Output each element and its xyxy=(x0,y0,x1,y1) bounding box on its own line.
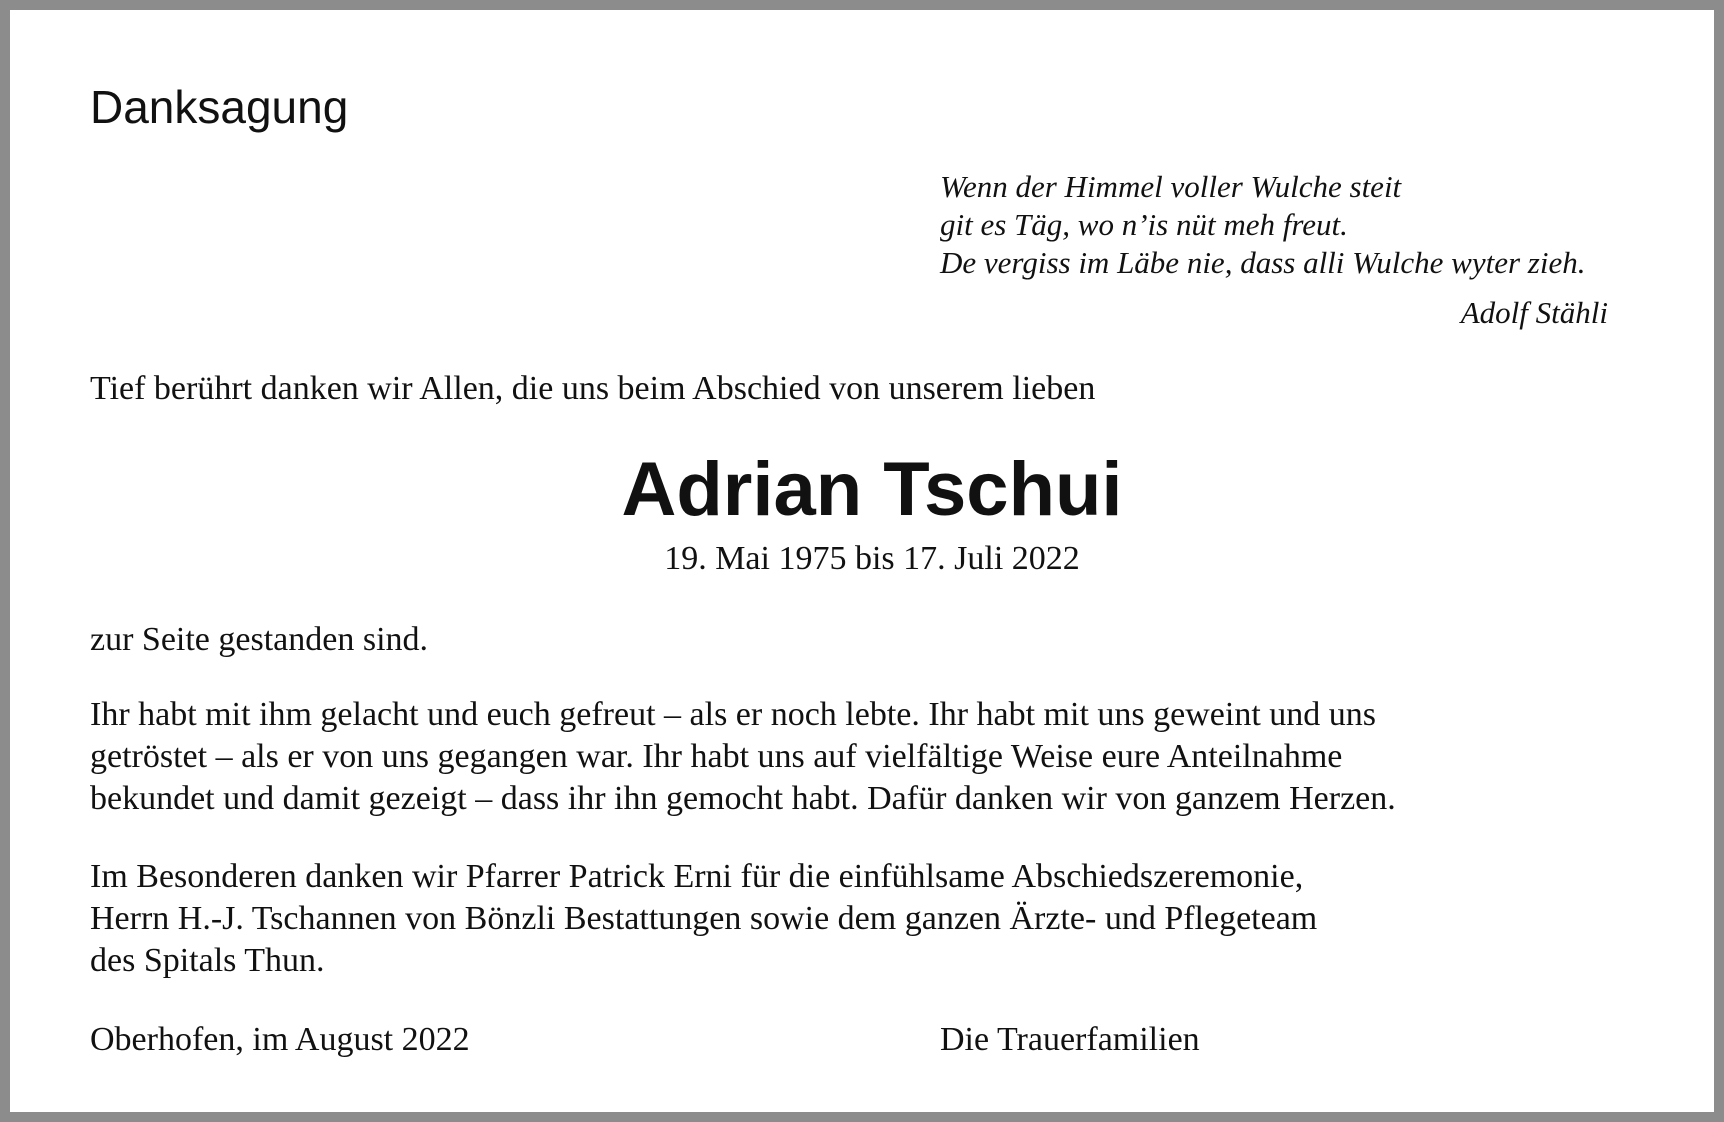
signature: Die Trauerfamilien xyxy=(940,1021,1200,1058)
page-title: Danksagung xyxy=(90,81,349,133)
paragraph-line: bekundet und damit gezeigt – dass ihr ihn gemocht habt. Dafür danken wir von ganzem Herzen. xyxy=(90,780,1396,817)
deceased-name: Adrian Tschui xyxy=(621,447,1123,532)
life-dates: 19. Mai 1975 bis 17. Juli 2022 xyxy=(664,540,1080,577)
thanks-paragraph xyxy=(90,694,1690,820)
paragraph-line: Ihr habt mit ihm gelacht und euch gefreut – als er noch lebte. Ihr habt mit uns geweint und uns xyxy=(90,696,1376,733)
poem-line: Wenn der Himmel voller Wulche steit xyxy=(940,169,1402,204)
paragraph-line: Im Besonderen danken wir Pfarrer Patrick Erni für die einfühlsame Abschiedszeremonie, xyxy=(90,858,1304,895)
intro-text: Tief berührt danken wir Allen, die uns beim Abschied von unserem lieben xyxy=(90,370,1096,407)
poem-line: De vergiss im Läbe nie, dass alli Wulche wyter zieh. xyxy=(940,245,1586,280)
after-name-text: zur Seite gestanden sind. xyxy=(90,621,429,658)
place-date: Oberhofen, im August 2022 xyxy=(90,1021,470,1058)
paragraph-line: des Spitals Thun. xyxy=(90,942,325,979)
poem xyxy=(940,168,1585,282)
poem-line: git es Täg, wo n’is nüt meh freut. xyxy=(940,207,1348,242)
poem-author: Adolf Stähli xyxy=(1460,295,1608,330)
paragraph-line: Herrn H.-J. Tschannen von Bönzli Bestattungen sowie dem ganzen Ärzte- und Pflegeteam xyxy=(90,900,1318,937)
paragraph-line: getröstet – als er von uns gegangen war. Ihr habt uns auf vielfältige Weise eure Anteilnahme xyxy=(90,738,1343,775)
special-thanks-paragraph xyxy=(90,856,1690,982)
